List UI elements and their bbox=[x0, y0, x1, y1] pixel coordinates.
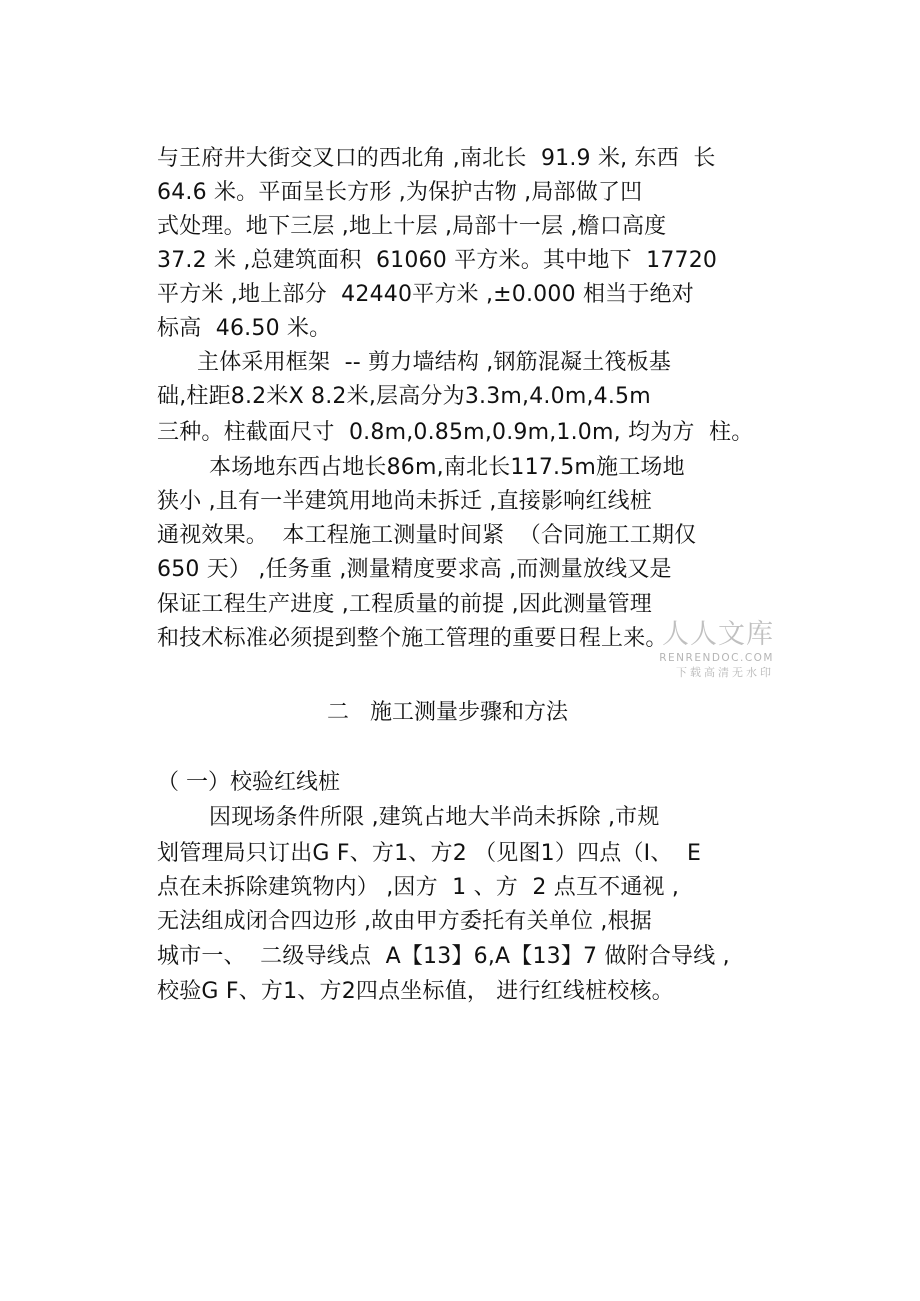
subsection-heading: （ 一）校验红线桩 bbox=[157, 770, 340, 795]
watermark-url: RENRENDOC.COM bbox=[659, 652, 774, 664]
text-line: 校验G F、方1、方2四点坐标值， 进行红线桩校核。 bbox=[157, 979, 674, 1004]
watermark-subtitle: 下载高清无水印 bbox=[676, 666, 774, 679]
text-line: 和技术标准必须提到整个施工管理的重要日程上来。 bbox=[157, 626, 668, 651]
text-line: 城市一、 二级导线点 A【13】6,A【13】7 做附合导线 , bbox=[157, 944, 730, 969]
text-line: 式处理。地下三层 ,地上十层 ,局部十一层 ,檐口高度 bbox=[157, 214, 667, 239]
text-line: 650 天） ,任务重 ,测量精度要求高 ,而测量放线又是 bbox=[157, 557, 672, 582]
text-line: 点在未拆除建筑物内） ,因方 1 、方 2 点互不通视 , bbox=[157, 875, 680, 900]
text-line: 标高 46.50 米。 bbox=[157, 316, 332, 341]
watermark-logo bbox=[646, 618, 774, 684]
text-line: 64.6 米。平面呈长方形 ,为保护古物 ,局部做了凹 bbox=[157, 180, 643, 205]
text-line: 37.2 米 ,总建筑面积 61060 平方米。其中地下 17720 bbox=[157, 248, 718, 273]
text-line: 保证工程生产进度 ,工程质量的前提 ,因此测量管理 bbox=[157, 592, 652, 617]
text-line: 平方米 ,地上部分 42440平方米 ,±0.000 相当于绝对 bbox=[157, 282, 694, 307]
watermark-title: 人人文库 bbox=[662, 619, 774, 650]
text-line: 础,柱距8.2米X 8.2米,层高分为3.3m,4.0m,4.5m bbox=[157, 384, 651, 409]
text-line: 划管理局只订出G F、方1、方2 （见图1）四点（I、 E bbox=[157, 841, 702, 866]
text-line: 无法组成闭合四边形 ,故由甲方委托有关单位 ,根据 bbox=[157, 909, 652, 934]
text-line: 与王府井大街交叉口的西北角 ,南北长 91.9 米, 东西 长 bbox=[157, 146, 716, 171]
text-line: 狭小 ,且有一半建筑用地尚未拆迁 ,直接影响红线桩 bbox=[157, 489, 652, 514]
section-heading: 二 施工测量步骤和方法 bbox=[327, 700, 568, 725]
text-line: 因现场条件所限 ,建筑占地大半尚未拆除 ,市规 bbox=[209, 805, 660, 830]
text-line: 本场地东西占地长86m,南北长117.5m施工场地 bbox=[209, 455, 685, 480]
text-line: 通视效果。 本工程施工测量时间紧 （合同施工工期仅 bbox=[157, 523, 697, 548]
text-line: 主体采用框架 -- 剪力墙结构 ,钢筋混凝土筏板基 bbox=[197, 350, 672, 375]
text-line: 三种。柱截面尺寸 0.8m,0.85m,0.9m,1.0m, 均为方 柱。 bbox=[157, 420, 754, 445]
